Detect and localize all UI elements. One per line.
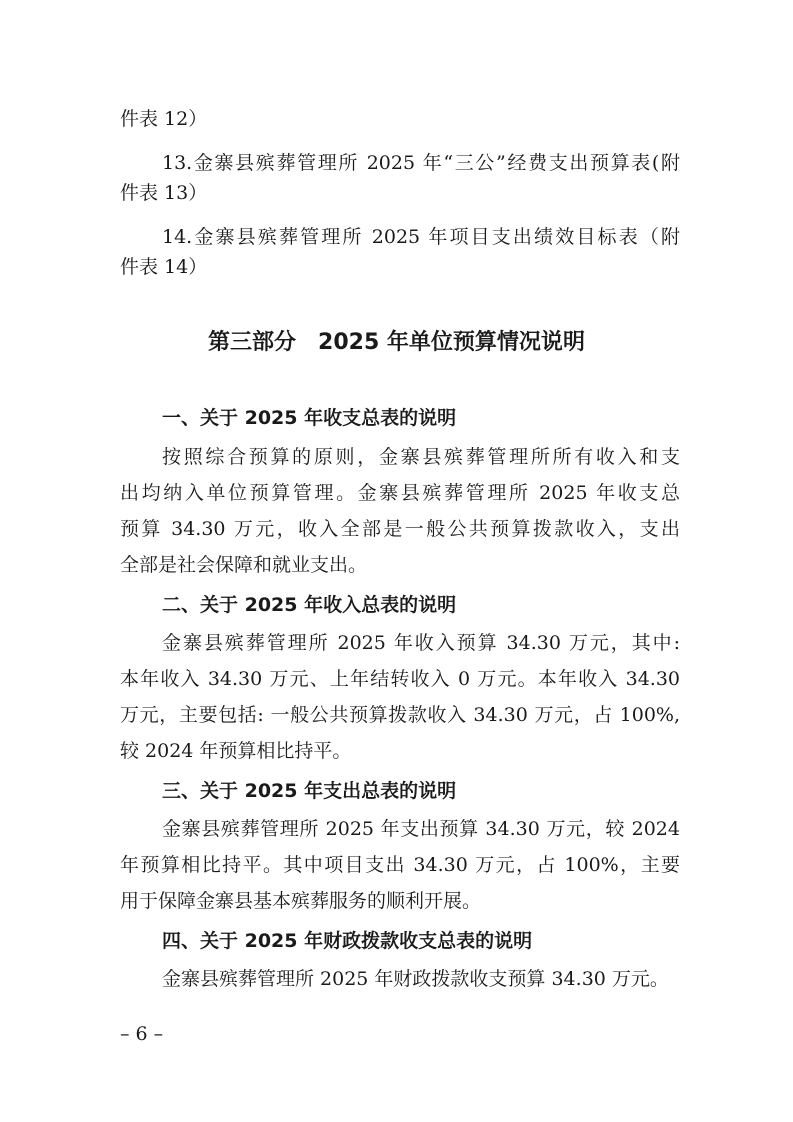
section-3-line: 用于保障金寨县基本殡葬服务的顺利开展。 — [120, 890, 482, 912]
section-heading-3: 三、关于 2025 年支出总表的说明 — [162, 780, 457, 802]
section-4-line: 金寨县殡葬管理所 2025 年财政拨款收支预算 34.30 万元。 — [162, 968, 669, 990]
section-heading-2: 二、关于 2025 年收入总表的说明 — [162, 594, 457, 616]
attachment-item-14: 14.金寨县殡葬管理所 2025 年项目支出绩效目标表（附 — [162, 226, 680, 248]
page-number: – 6 – — [120, 1023, 164, 1045]
section-2-line: 本年收入 34.30 万元、上年结转收入 0 万元。本年收入 34.30 — [120, 668, 680, 690]
attachment-item-14-cont: 件表 14） — [120, 256, 208, 278]
section-1-line: 按照综合预算的原则，金寨县殡葬管理所所有收入和支 — [162, 446, 680, 468]
attachment-item-13-cont: 件表 13） — [120, 182, 208, 204]
section-1-line: 出均纳入单位预算管理。金寨县殡葬管理所 2025 年收支总 — [120, 482, 680, 504]
section-2-line: 较 2024 年预算相比持平。 — [120, 740, 352, 762]
section-2-line: 万元，主要包括: 一般公共预算拨款收入 34.30 万元，占 100%, — [120, 704, 680, 726]
section-heading-1: 一、关于 2025 年收支总表的说明 — [162, 407, 457, 429]
section-3-line: 年预算相比持平。其中项目支出 34.30 万元，占 100%，主要 — [120, 854, 680, 876]
part-title: 第三部分 2025 年单位预算情况说明 — [208, 330, 585, 355]
section-1-line: 全部是社会保障和就业支出。 — [120, 554, 368, 576]
attachment-item-13: 13.金寨县殡葬管理所 2025 年“三公”经费支出预算表(附 — [162, 152, 680, 174]
section-3-line: 金寨县殡葬管理所 2025 年支出预算 34.30 万元，较 2024 — [162, 818, 680, 840]
attachment-line: 件表 12） — [120, 108, 208, 130]
section-2-line: 金寨县殡葬管理所 2025 年收入预算 34.30 万元，其中: — [162, 632, 680, 654]
section-1-line: 预算 34.30 万元，收入全部是一般公共预算拨款收入，支出 — [120, 518, 680, 540]
section-heading-4: 四、关于 2025 年财政拨款收支总表的说明 — [162, 930, 533, 952]
